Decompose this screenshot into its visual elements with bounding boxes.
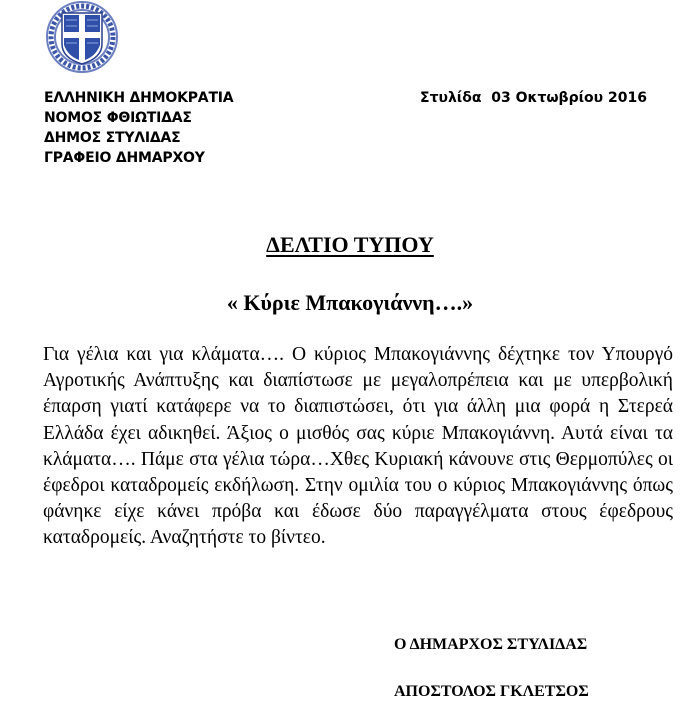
signature-title: Ο ΔΗΜΑΡΧΟΣ ΣΤΥΛΙΔΑΣ (394, 636, 588, 653)
greek-coat-of-arms-icon (44, 0, 120, 74)
document-title: ΔΕΛΤΙΟ ΤΥΠΟΥ (266, 232, 434, 257)
issuer-line: ΔΗΜΟΣ ΣΤΥΛΙΔΑΣ (44, 130, 181, 146)
document-subtitle: « Κύριε Μπακογιάννη….» (226, 290, 474, 315)
issuer-line: ΕΛΛΗΝΙΚΗ ΔΗΜΟΚΡΑΤΙΑ (44, 90, 234, 106)
signature-name: ΑΠΟΣΤΟΛΟΣ ΓΚΛΕΤΣΟΣ (394, 683, 589, 700)
issuer-block (44, 88, 233, 168)
body-paragraph: Για γέλια και για κλάματα…. Ο κύριος Μπακογιάννης δέχτηκε τον Υπουργό Αγροτικής Ανάπτυξης και διαπίστωσε με μεγαλοπρέπεια και με υπερβολική έπαρση γιατί κατάφερε να το διαπιστώσει, ότι για άλλη μια φορά η Στερεά Ελλάδα έχει αδικηθεί. Άξιος ο μισθός σας κύριε Μπακογιάννη. Αυτά είναι τα κλάματα…. Πάμε στα γέλια τώρα…Χθες Κυριακή κάνουνε στις Θερμοπύλες οι έφεδροι καταδρομείς εκδήλωση. Στην ομιλία του ο κύριος Μπακογιάννης όπως φάνηκε είχε κάνει πρόβα και έδωσε δύο παραγγέλματα στους έφεδρους καταδρομείς. Αναζητήστε το βίντεο. (43, 344, 673, 549)
issuer-line: ΓΡΑΦΕΙΟ ΔΗΜΑΡΧΟΥ (44, 150, 205, 166)
place-date: Στυλίδα 03 Οκτωβρίου 2016 (420, 90, 647, 106)
issuer-line: ΝΟΜΟΣ ΦΘΙΩΤΙΔΑΣ (44, 110, 192, 126)
